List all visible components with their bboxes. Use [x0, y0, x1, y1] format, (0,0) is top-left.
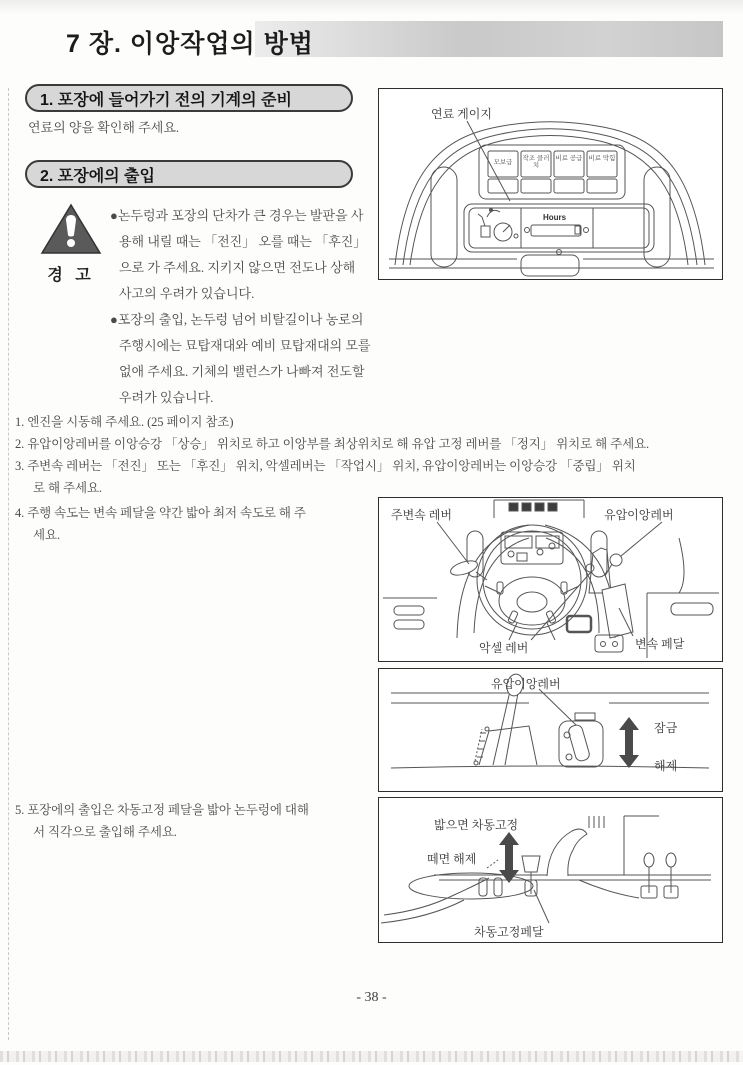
section-1-header: 1. 포장에 들어가기 전의 기계의 준비	[25, 84, 353, 112]
release-label: 해제	[654, 759, 678, 773]
scan-top-shade	[0, 0, 743, 14]
diagram-instrument-panel	[378, 88, 723, 280]
release-unlock-label: 떼면 해제	[427, 852, 477, 866]
warning-bullet2-line: ●포장의 출입, 논두렁 넘어 비탈길이나 농로의	[110, 312, 364, 327]
diff-pedal-label: 차동고정페달	[474, 925, 544, 939]
warning-block	[40, 203, 102, 285]
warning-bullet1-line: 으로 가 주세요. 지키지 않으면 전도나 상해	[119, 260, 356, 275]
warning-bullet2-line: 우려가 있습니다.	[119, 390, 214, 405]
diagram-lever-lock	[378, 668, 723, 792]
main-shift-lever-label: 주변속 레버	[391, 508, 452, 522]
warning-bullet1-line: 사고의 우려가 있습니다.	[119, 286, 255, 301]
chapter-title-bar	[255, 21, 723, 57]
hydraulic-lever-label: 유압이앙레버	[604, 508, 674, 522]
scan-left-margin-line	[8, 88, 9, 1040]
lock-label: 잠금	[654, 721, 678, 735]
warning-bullet2-line: 주행시에는 묘탑재대와 예비 묘탑재대의 모를	[119, 338, 371, 353]
accel-lever-label: 악셀 레버	[479, 641, 529, 655]
page-number: - 38 -	[356, 990, 387, 1005]
step-3-line1: 3. 주변속 레버는 「전진」 또는 「후진」 위치, 악셀레버는 「작업시」 위치, 유압이앙레버는 이앙승강 「중립」 위치	[15, 459, 636, 473]
step-1: 1. 엔진을 시동해 주세요. (25 페이지 참조)	[15, 415, 234, 429]
step-5-line2: 서 직각으로 출입해 주세요.	[33, 825, 177, 839]
shift-pedal-label: 변속 페달	[635, 637, 685, 651]
press-lock-label: 밟으면 차동고정	[434, 818, 519, 832]
step-3-line2: 로 해 주세요.	[33, 481, 102, 495]
diff-pedal-art	[379, 798, 721, 941]
step-4-line1: 4. 주행 속도는 변속 페달을 약간 밟아 최저 속도로 해 주	[15, 506, 306, 520]
warning-bullet1-line: ●논두렁과 포장의 단차가 큰 경우는 발판을 사	[110, 208, 364, 223]
step-5-line1: 5. 포장에의 출입은 차동고정 페달을 밟아 논두렁에 대해	[15, 803, 309, 817]
section-2-header: 2. 포장에의 출입	[25, 160, 353, 188]
scan-bottom-edge	[0, 1051, 743, 1062]
indicator-button-label: 비료 공급	[555, 155, 583, 162]
hour-meter-label: Hours	[543, 213, 567, 222]
step-4-line2: 세요.	[33, 528, 60, 542]
diagram-diff-pedal	[378, 797, 723, 943]
fuel-gauge-label: 연료 게이지	[431, 107, 492, 121]
warning-text	[110, 203, 380, 411]
warning-triangle-icon	[40, 203, 102, 255]
step-2: 2. 유압이앙레버를 이앙승강 「상승」 위치로 하고 이앙부를 최상위치로 해 유압 고정 레버를 「정지」 위치로 해 주세요.	[15, 437, 650, 451]
indicator-button-label: 비료 막힘	[588, 155, 616, 162]
diagram-steering-levers	[378, 497, 723, 662]
indicator-button-label: 모보급	[493, 159, 513, 166]
warning-bullet1-line: 용해 내릴 때는 「전진」 오를 때는 「후진」	[119, 234, 367, 249]
chapter-title: 7 장. 이앙작업의 방법	[66, 30, 314, 58]
indicator-button-label: 작조 클러치	[522, 155, 550, 170]
warning-label: 경 고	[47, 267, 95, 284]
warning-bullet2-line: 없애 주세요. 기체의 밸런스가 나빠져 전도할	[119, 364, 365, 379]
hydraulic-lever-label: 유압이앙레버	[491, 677, 561, 691]
section-1-body: 연료의 양을 확인해 주세요.	[28, 120, 180, 135]
